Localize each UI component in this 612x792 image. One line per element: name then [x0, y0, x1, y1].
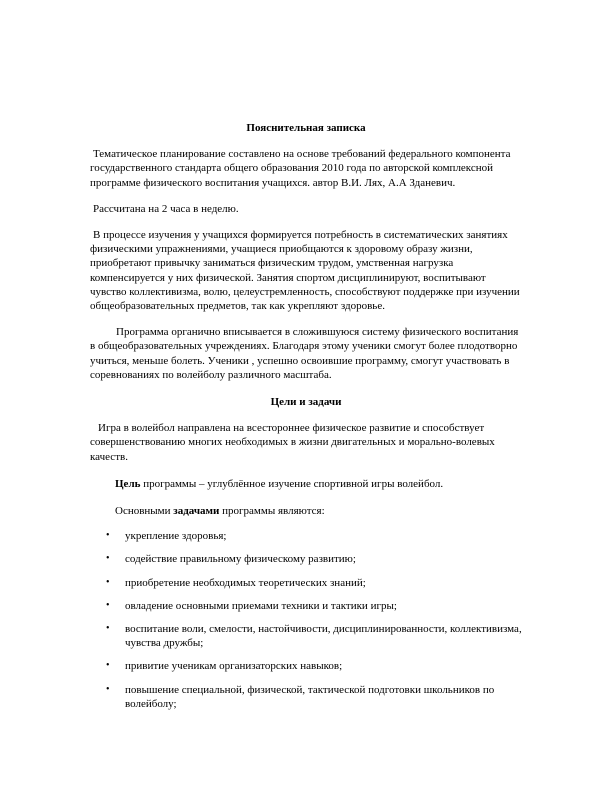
- task-text: повышение специальной, физической, тактической подготовки школьников по волейболу;: [125, 683, 495, 710]
- program-paragraph: Программа органично вписывается в сложившуюся систему физического воспитания в общеобразовательных учреждениях. Благодаря этому ученики смогут более плодотворно учиться, меньше болеть. Ученики , успешно освоившие программу, смогут участвовать в соревнованиях по волейболу различного масштаба.: [90, 326, 519, 381]
- list-item: [90, 599, 522, 613]
- document-title: Пояснительная записка: [246, 122, 366, 134]
- document-body: [90, 121, 522, 720]
- bullet-icon: •: [106, 660, 110, 672]
- list-item: [90, 576, 522, 590]
- tasks-intro-post: программы являются:: [219, 505, 325, 518]
- bullet-icon: •: [106, 599, 110, 611]
- bullet-icon: •: [106, 623, 110, 635]
- tasks-intro-pre: Основными: [115, 505, 174, 518]
- goal-paragraph: [90, 477, 522, 491]
- tasks-list: [90, 529, 522, 711]
- list-item: [90, 659, 522, 673]
- task-text: привитие ученикам организаторских навыков;: [125, 660, 343, 673]
- hours-paragraph: Рассчитана на 2 часа в неделю.: [93, 202, 239, 215]
- bullet-icon: •: [106, 576, 110, 588]
- goals-heading: Цели и задачи: [270, 396, 342, 409]
- intro-paragraph: Тематическое планирование составлено на основе требований федерального компонента государственного стандарта общего образования 2010 года по авторской комплексной программе физического воспитания учащихся. автор В.И. Лях, А.А Зданевич.: [90, 148, 511, 189]
- list-item: [90, 552, 522, 566]
- task-text: приобретение необходимых теоретических знаний;: [125, 576, 366, 589]
- list-item: [90, 683, 522, 711]
- task-text: воспитание воли, смелости, настойчивости, дисциплинированности, коллективизма, чувства дружбы;: [125, 623, 522, 650]
- volleyball-paragraph: Игра в волейбол направлена на всестороннее физическое развитие и способствует совершенствованию многих необходимых в жизни двигательных и морально-волевых качеств.: [90, 422, 495, 463]
- tasks-label: задачами: [173, 505, 220, 518]
- list-item: [90, 529, 522, 543]
- tasks-intro-paragraph: [90, 504, 522, 518]
- goal-label: Цель: [115, 477, 141, 490]
- process-paragraph: В процессе изучения у учащихся формируется потребность в систематических занятиях физическими упражнениями, учащиеся приобщаются к здоровому образу жизни, приобретают привычку заниматься физическим трудом, умственная нагрузка компенсируется у них физической. Занятия спортом дисциплинируют, воспитывают чувство коллективизма, волю, целеустремленность, способствуют поддержке при изучении общеобразовательных предметов, так как укрепляют здоровье.: [90, 229, 520, 313]
- task-text: укрепление здоровья;: [125, 530, 227, 543]
- bullet-icon: •: [106, 683, 110, 695]
- task-text: овладение основными приемами техники и тактики игры;: [125, 599, 397, 612]
- task-text: содействие правильному физическому развитию;: [125, 553, 356, 566]
- list-item: [90, 622, 522, 650]
- bullet-icon: •: [106, 553, 110, 565]
- bullet-icon: •: [106, 530, 110, 542]
- goal-text: программы – углублённое изучение спортивной игры волейбол.: [140, 477, 444, 490]
